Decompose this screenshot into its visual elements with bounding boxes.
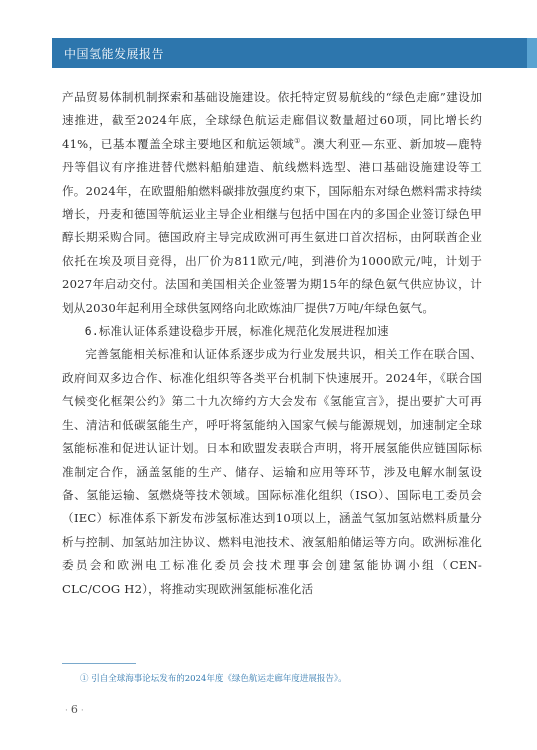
footnote-divider [62,663,136,664]
paragraph-standards: 完善氢能相关标准和认证体系逐步成为行业发展共识，相关工作在联合国、政府间双多边合作、标准化组织等各类平台机制下快速展开。2024年，《联合国气候变化框架公约》第二十九次缔约方大会发布《氢能宣言》，提出要扩大可再生、清洁和低碳氢能生产，呼吁将氢能纳入国家气候与能源规划，加速制定全球氢能标准和促进认证计划。日本和欧盟发表联合声明，将开展氢能供应链国际标准制定合作，涵盖氢能的生产、储存、运输和应用等环节，涉及电解水制氢设备、氢能运输、氢燃烧等技术领域。国际标准化组织（ISO）、国际电工委员会（IEC）标准体系下新发布涉氢标准达到10项以上，涵盖气氢加氢站燃料质量分析与控制、加氢站加注协议、燃料电池技术、液氢船舶储运等方向。欧洲标准化委员会和欧洲电工标准化委员会技术理事会创建氢能协调小组（CEN-CLC/COG H2），将推动实现欧洲氢能标准化活 [62,347,482,596]
page-number [62,703,87,716]
page-dot: · [65,706,68,716]
paragraph-text: 产品贸易体制机制探索和基础设施建设。依托特定贸易航线的“绿色走廊”建设加速推进，截至2024年底，全球绿色航运走廊倡议数量超过60项，同比增长约41%，已基本覆盖全球主要地区和航运领域 [62,90,482,151]
page-number-value: 6 [70,703,78,716]
running-header [52,38,537,68]
paragraph-green-corridor [62,86,482,320]
footnote-marker[interactable]: ① [294,136,301,145]
main-text [62,86,482,601]
footnote: ① 引自全球海事论坛发布的2024年度《绿色航运走廊年度进展报告》。 [80,674,347,684]
section-heading: 6.标准认证体系建设稳步开展，标准化规范化发展进程加速 [84,324,389,339]
page-dot: · [80,706,84,716]
header-title: 中国氢能发展报告 [64,47,165,61]
paragraph-text: 。澳大利亚—东亚、新加坡—鹿特丹等倡议有序推进替代燃料船舶建造、航线燃料选型、港口基础设施建设等工作。2024年，在欧盟船舶燃料碳排放强度约束下，国际船东对绿色燃料需求持续增长，丹麦和德国等航运业主导企业相继与包括中国在内的多国企业签订绿色甲醇长期采购合同。德国政府主导完成欧洲可再生氨进口首次招标，由阿联酋企业依托在埃及项目竞得，出厂价为811欧元/吨，到港价为1000欧元/吨，计划于2027年启动交付。法国和美国相关企业签署为期15年的绿色氨气供应协议，计划从2030年起利用全球供氢网络向北欧炼油厂提供7万吨/年绿色氨气。 [62,136,482,315]
header-accent-block [527,38,537,68]
